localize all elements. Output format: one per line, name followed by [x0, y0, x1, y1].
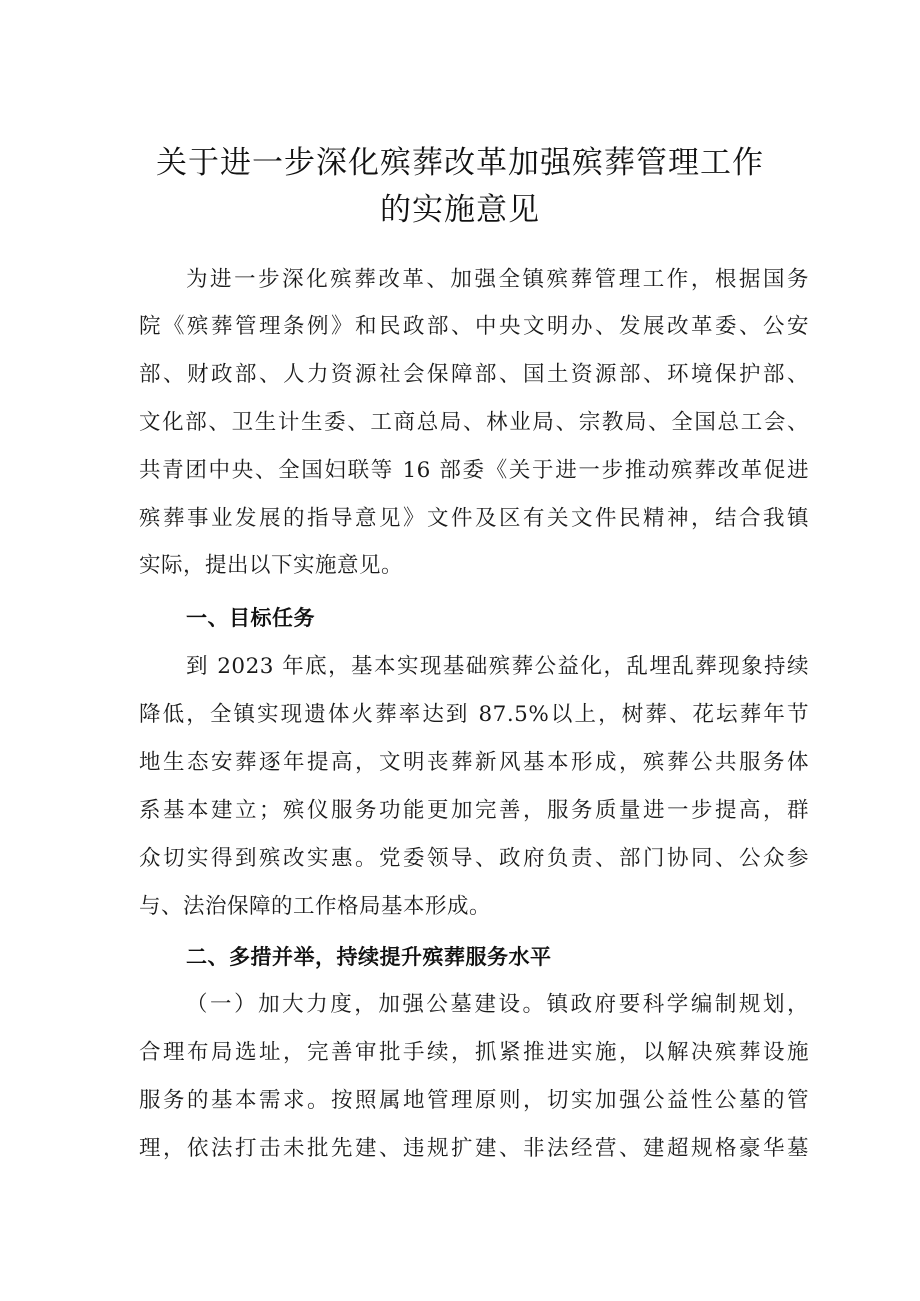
intro-line-7: 实际，提出以下实施意见。: [139, 553, 404, 578]
intro-line-6: 殡葬事业发展的指导意见》文件及区有关文件民精神，结合我镇: [139, 506, 809, 531]
section-1-line-2: 降低，全镇实现遗体火葬率达到 87.5%以上，树葬、花坛葬年节: [139, 702, 809, 727]
intro-line-4: 文化部、卫生计生委、工商总局、林业局、宗教局、全国总工会、: [139, 410, 809, 435]
intro-line-5: 共青团中央、全国妇联等 16 部委《关于进一步推动殡葬改革促进: [139, 458, 809, 483]
section-1-line-5: 众切实得到殡改实惠。党委领导、政府负责、部门协同、公众参: [139, 846, 809, 871]
section-2-heading: 二、多措并举，持续提升殡葬服务水平: [186, 945, 552, 969]
section-1-line-3: 地生态安葬逐年提高，文明丧葬新风基本形成，殡葬公共服务体: [139, 750, 809, 775]
section-2-line-1: （一）加大力度，加强公墓建设。镇政府要科学编制规划，: [186, 992, 809, 1017]
intro-line-2: 院《殡葬管理条例》和民政部、中央文明办、发展改革委、公安: [139, 314, 809, 339]
section-2-line-2: 合理布局选址，完善审批手续，抓紧推进实施，以解决殡葬设施: [139, 1040, 809, 1065]
section-1-line-4: 系基本建立；殡仪服务功能更加完善，服务质量进一步提高，群: [139, 798, 809, 823]
document-title-line-1: 关于进一步深化殡葬改革加强殡葬管理工作: [156, 145, 764, 181]
section-1-line-6: 与、法治保障的工作格局基本形成。: [139, 894, 492, 919]
section-2-line-4: 理，依法打击未批先建、违规扩建、非法经营、建超规格豪华墓: [139, 1136, 809, 1161]
section-1-line-1: 到 2023 年底，基本实现基础殡葬公益化，乱埋乱葬现象持续: [186, 654, 809, 679]
document-title-line-2: 的实施意见: [380, 192, 540, 228]
section-1-heading: 一、目标任务: [186, 606, 315, 630]
section-2-line-3: 服务的基本需求。按照属地管理原则，切实加强公益性公墓的管: [139, 1088, 809, 1113]
intro-line-3: 部、财政部、人力资源社会保障部、国土资源部、环境保护部、: [139, 362, 809, 387]
intro-line-1: 为进一步深化殡葬改革、加强全镇殡葬管理工作，根据国务: [186, 267, 809, 292]
